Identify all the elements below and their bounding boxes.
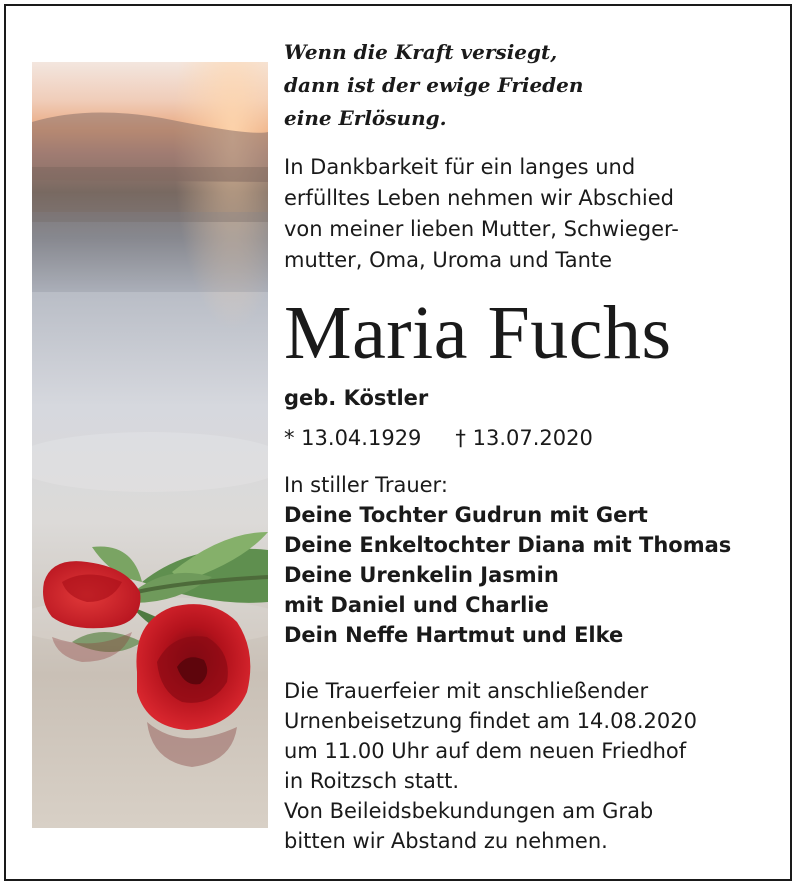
deceased-name: Maria Fuchs: [284, 291, 672, 375]
intro-line: In Dankbarkeit für ein langes und: [284, 155, 636, 179]
maiden-name: geb. Köstler: [284, 386, 429, 410]
funeral-line: um 11.00 Uhr auf dem neuen Friedhof: [284, 739, 687, 763]
mourner-line: mit Daniel und Charlie: [284, 593, 549, 617]
intro-line: erfülltes Leben nehmen wir Abschied: [284, 186, 674, 210]
funeral-line: Die Trauerfeier mit anschließender: [284, 679, 649, 703]
funeral-info: [284, 676, 697, 856]
funeral-line: Von Beileidsbekundungen am Grab: [284, 799, 654, 823]
quote-line: dann ist der ewige Frieden: [284, 73, 584, 97]
mourner-line: Dein Neffe Hartmut und Elke: [284, 623, 624, 647]
quote-line: eine Erlösung.: [284, 106, 447, 130]
funeral-line: in Roitzsch statt.: [284, 769, 460, 793]
mourner-line: Deine Enkeltochter Diana mit Thomas: [284, 533, 732, 557]
life-dates: [284, 422, 593, 454]
mourners-list: [284, 500, 731, 650]
mourner-line: Deine Tochter Gudrun mit Gert: [284, 503, 648, 527]
rose-photo: [32, 62, 268, 828]
intro-text: [284, 152, 784, 276]
intro-line: von meiner lieben Mutter, Schwieger-: [284, 217, 679, 241]
mourners-label: In stiller Trauer:: [284, 473, 448, 497]
quote: [284, 36, 784, 135]
funeral-line: bitten wir Abstand zu nehmen.: [284, 829, 608, 853]
death-date: † 13.07.2020: [455, 426, 593, 450]
mourner-line: Deine Urenkelin Jasmin: [284, 563, 559, 587]
birth-date: * 13.04.1929: [284, 426, 422, 450]
quote-line: Wenn die Kraft versiegt,: [284, 40, 558, 64]
funeral-line: Urnenbeisetzung findet am 14.08.2020: [284, 709, 697, 733]
intro-line: mutter, Oma, Uroma und Tante: [284, 248, 613, 272]
